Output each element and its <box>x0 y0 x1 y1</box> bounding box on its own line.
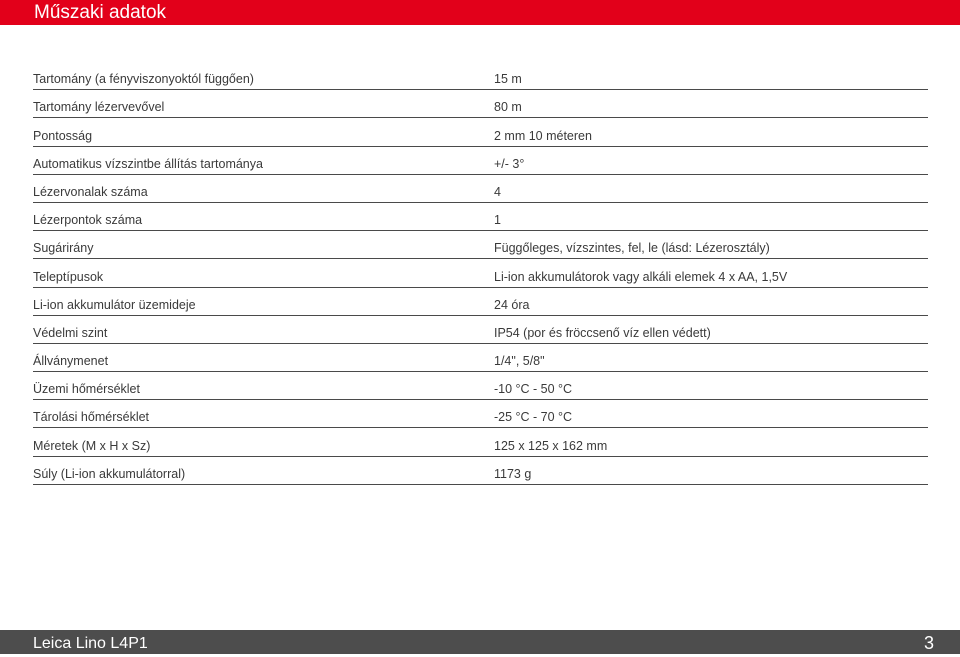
header-bar <box>0 0 960 25</box>
spec-label: Méretek (M x H x Sz) <box>33 438 151 453</box>
spec-value: 4 <box>494 184 501 199</box>
spec-row-dimensions <box>33 428 928 456</box>
spec-value: -10 °C - 50 °C <box>494 382 573 397</box>
spec-row-protection <box>33 316 928 344</box>
footer-bar <box>0 630 960 654</box>
spec-label: Pontosság <box>33 128 93 143</box>
spec-row-beam-direction <box>33 231 928 259</box>
spec-row-operating-temp <box>33 372 928 400</box>
spec-table <box>33 62 928 485</box>
spec-label: Állványmenet <box>33 354 109 369</box>
spec-value: 125 x 125 x 162 mm <box>494 438 608 453</box>
spec-value: +/- 3° <box>494 156 525 171</box>
spec-value: 24 óra <box>494 297 530 312</box>
spec-label: Üzemi hőmérséklet <box>33 382 140 397</box>
spec-label: Teleptípusok <box>33 269 104 284</box>
spec-value: 15 m <box>494 72 522 87</box>
spec-row-battery-runtime <box>33 288 928 316</box>
spec-label: Védelmi szint <box>33 325 108 340</box>
page-number: 3 <box>923 633 934 653</box>
spec-row-tripod-thread <box>33 344 928 372</box>
spec-row-self-leveling <box>33 147 928 175</box>
spec-label: Tárolási hőmérséklet <box>33 410 150 425</box>
spec-label: Li-ion akkumulátor üzemideje <box>33 297 196 312</box>
spec-label: Sugárirány <box>33 241 94 256</box>
spec-value: IP54 (por és fröccsenő víz ellen védett) <box>494 325 711 340</box>
spec-value: -25 °C - 70 °C <box>494 410 573 425</box>
spec-label: Tartomány lézervevővel <box>33 100 165 115</box>
spec-value: 80 m <box>494 100 522 115</box>
product-name: Leica Lino L4P1 <box>33 635 148 652</box>
spec-label: Súly (Li-ion akkumulátorral) <box>33 466 186 481</box>
spec-row-accuracy <box>33 118 928 146</box>
spec-row-receiver-range <box>33 90 928 118</box>
spec-value: 1/4", 5/8" <box>494 354 545 369</box>
spec-row-laser-lines <box>33 175 928 203</box>
spec-value: Li-ion akkumulátorok vagy alkáli elemek 4 x AA, 1,5V <box>494 269 788 284</box>
spec-label: Lézerpontok száma <box>33 213 143 228</box>
page-title: Műszaki adatok <box>34 2 167 23</box>
spec-row-range <box>33 62 928 90</box>
spec-label: Automatikus vízszintbe állítás tartománya <box>33 156 263 171</box>
spec-row-laser-points <box>33 203 928 231</box>
spec-row-battery-types <box>33 259 928 287</box>
spec-value: Függőleges, vízszintes, fel, le (lásd: Lézerosztály) <box>494 241 770 256</box>
spec-row-weight <box>33 457 928 485</box>
spec-row-storage-temp <box>33 400 928 428</box>
spec-value: 2 mm 10 méteren <box>494 128 592 143</box>
spec-label: Tartomány (a fényviszonyoktól függően) <box>33 72 254 87</box>
spec-value: 1 <box>494 213 501 228</box>
spec-value: 1173 g <box>494 466 532 481</box>
spec-label: Lézervonalak száma <box>33 184 148 199</box>
